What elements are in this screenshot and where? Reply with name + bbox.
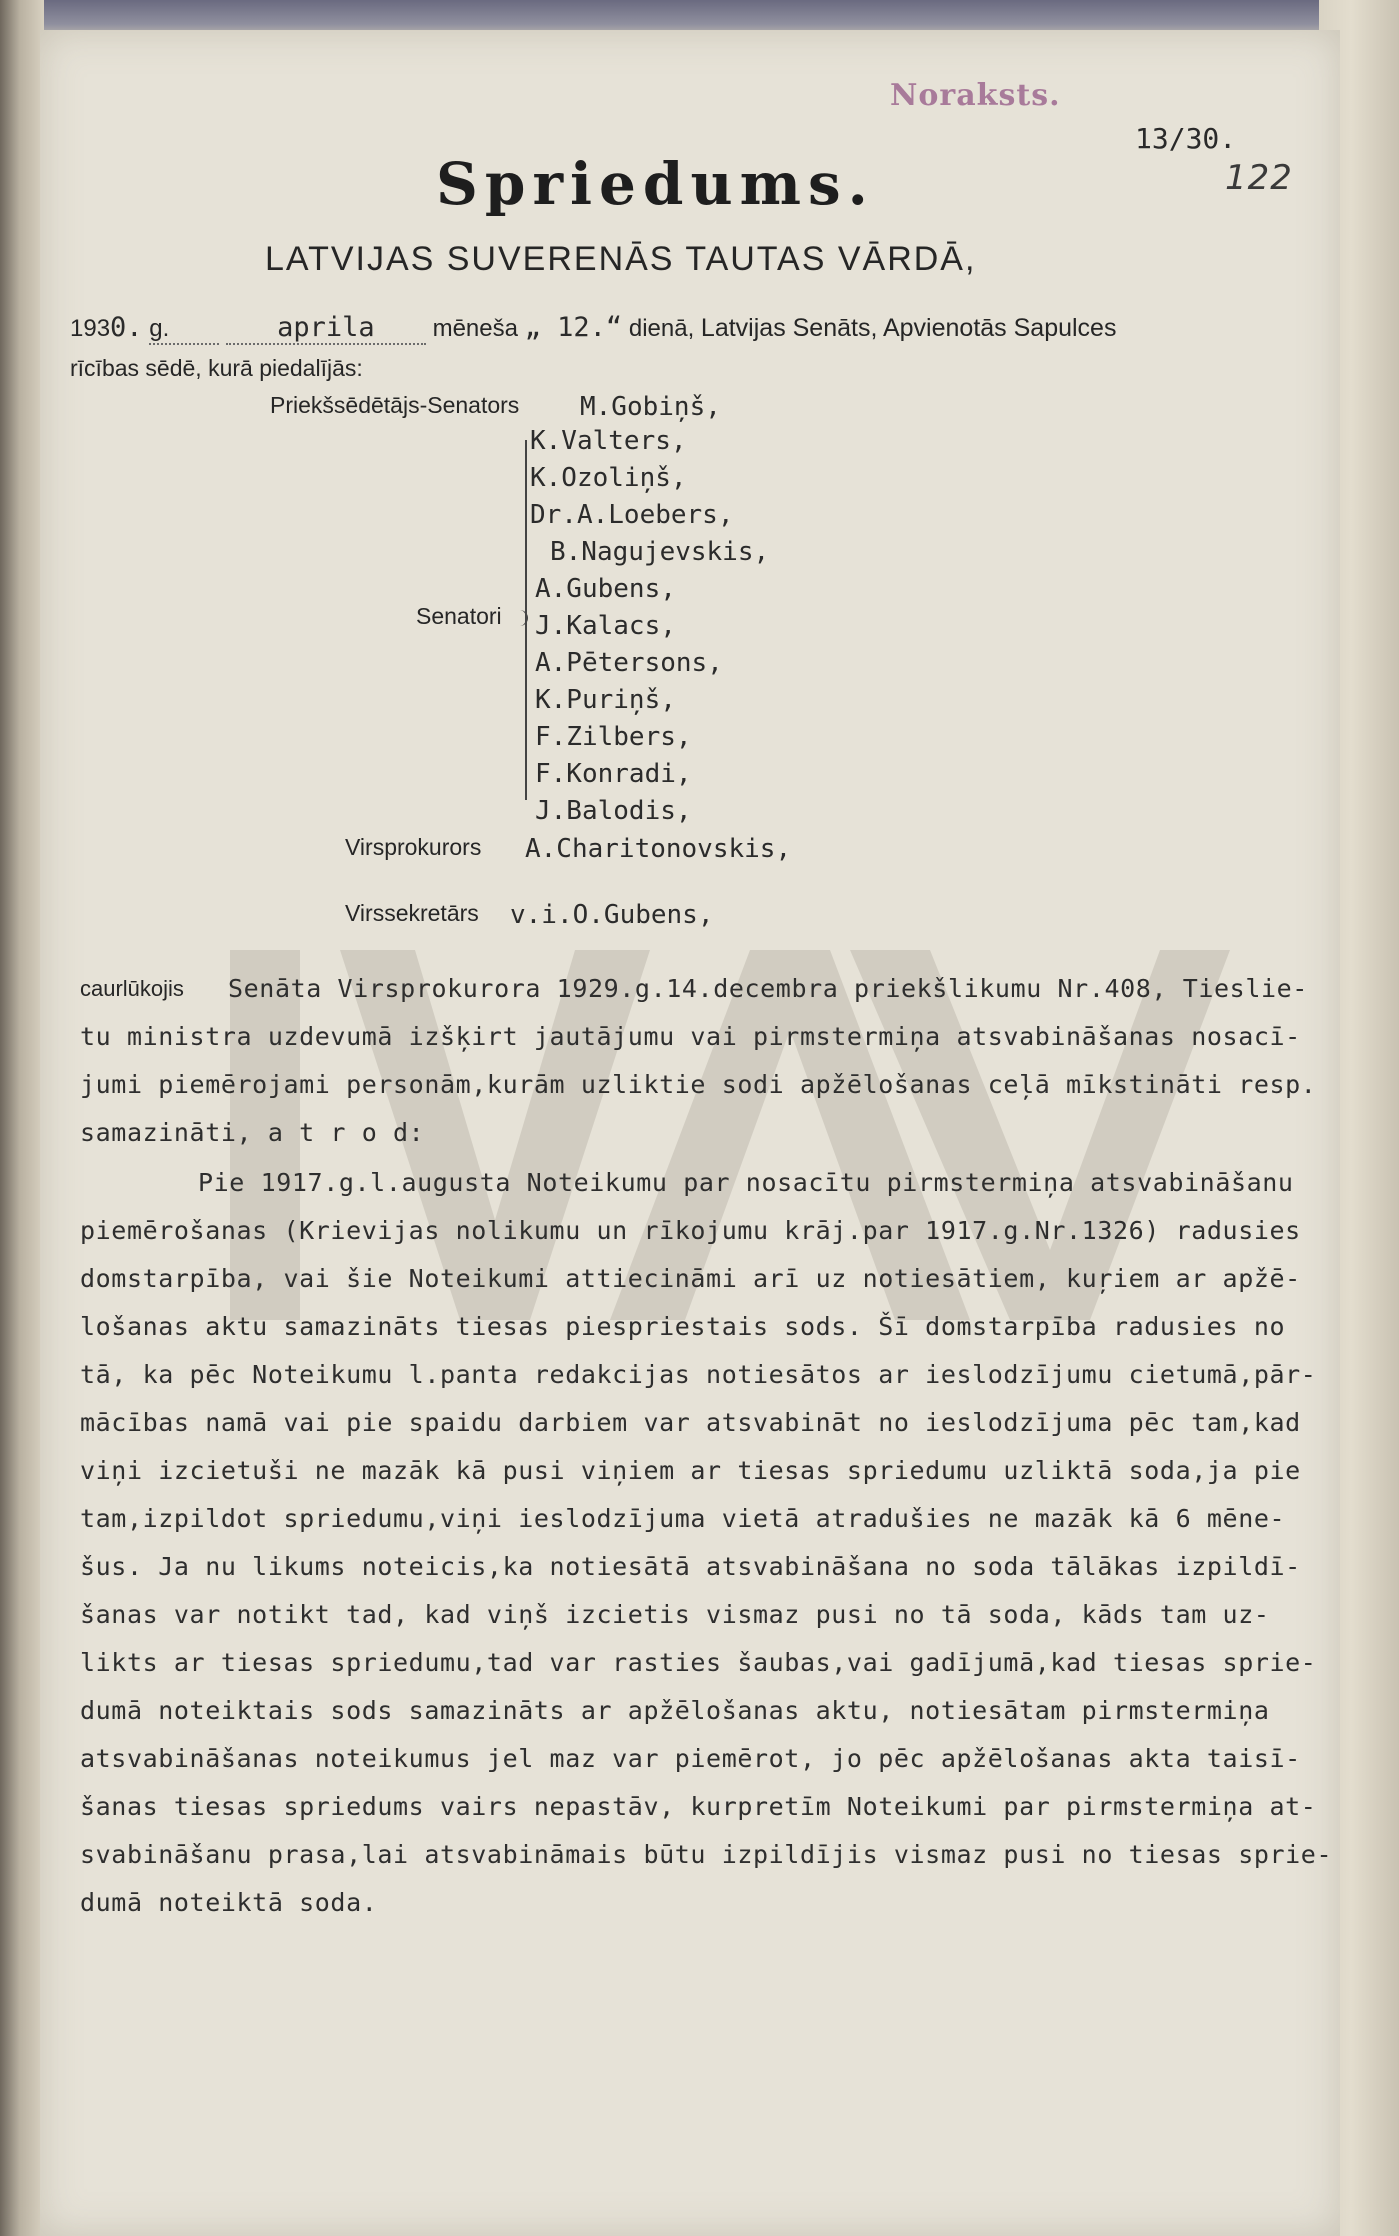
body-line: viņi izcietuši ne mazāk kā pusi viņiem ar tiesas spriedumu uzliktā soda,ja pie (80, 1456, 1301, 1485)
date-month-label: mēneša (432, 315, 518, 342)
document-title: Spriedums. (436, 150, 875, 218)
background-left-edge (0, 0, 44, 2236)
folio-number: 122 (1225, 158, 1293, 198)
body-lead-label: caurlūkojis (80, 976, 184, 1001)
date-g-label: g. (149, 315, 219, 345)
body-line: dumā noteiktā soda. (80, 1888, 378, 1917)
senator-name: K.Valters, (530, 426, 687, 456)
body-line: dumā noteiktais sods samazināts ar apžēlošanas aktu, notiesātam pirmstermiņa (80, 1696, 1270, 1725)
secretary-label: Virssekretārs (345, 900, 479, 926)
date-year-prefix: 193 (70, 315, 111, 342)
body-line: šanas var notikt tad, kad viņš izcietis vismaz pusi no tā soda, kāds tam uz- (80, 1600, 1270, 1629)
body-line: jumi piemērojami personām,kurām uzliktie sodi apžēlošanas ceļā mīkstināti resp. (80, 1070, 1317, 1099)
chairman-label: Priekšsēdētājs-Senators (270, 392, 520, 418)
senator-name: Dr.A.Loebers, (530, 500, 734, 530)
body-line: tu ministra uzdevumā izšķirt jautājumu vai pirmstermiņa atsvabināšanas nosacī- (80, 1022, 1301, 1051)
body-line: šanas tiesas spriedums vairs nepastāv, kurpretīm Noteikumi par pirmstermiņa at- (80, 1792, 1317, 1821)
chairman-name: M.Gobiņš, (580, 392, 721, 422)
date-line (70, 312, 1116, 345)
body-line: piemērošanas (Krievijas nolikumu un rīkojumu krāj.par 1917.g.Nr.1326) radusies (80, 1216, 1301, 1245)
prosecutor-name: A.Charitonovskis, (525, 834, 792, 864)
body-line: Senāta Virsprokurora 1929.g.14.decembra priekšlikumu Nr.408, Tieslie- (228, 974, 1308, 1003)
body-line: šus. Ja nu likums noteicis,ka notiesātā atsvabināšana no soda tālākas izpildī- (80, 1552, 1301, 1581)
document-subtitle: LATVIJAS SUVERENĀS TAUTAS VĀRDĀ, (265, 240, 977, 278)
copy-stamp: Noraksts. (890, 78, 1061, 113)
senator-name: F.Zilbers, (535, 722, 692, 752)
date-line-rest: Latvijas Senāts, Apvienotās Sapulces (700, 314, 1117, 342)
date-day: „ 12.“ (524, 312, 623, 343)
body-line: samazināti, a t r o d: (80, 1118, 425, 1147)
senator-name: J.Kalacs, (535, 611, 676, 641)
date-year-suffix: 0. (110, 312, 143, 343)
body-line: domstarpība, vai šie Noteikumi attiecināmi arī uz notiesātiem, kuŗiem ar apžē- (80, 1264, 1301, 1293)
body-line: svabināšanu prasa,lai atsvabināmais būtu izpildījis vismaz pusi no tiesas sprie- (80, 1840, 1333, 1869)
senator-name: J.Balodis, (535, 796, 692, 826)
body-line: tam,izpildot spriedumu,viņi ieslodzījuma vietā atradušies ne mazāk kā 6 mēne- (80, 1504, 1286, 1533)
senator-name: K.Puriņš, (535, 685, 676, 715)
session-line: rīcības sēdē, kurā piedalījās: (70, 355, 363, 381)
body-line: lošanas aktu samazināts tiesas piespriestais sods. Šī domstarpība radusies no (80, 1312, 1286, 1341)
senator-name: A.Gubens, (535, 574, 676, 604)
body-line: atsvabināšanas noteikumus jel maz var piemērot, jo pēc apžēlošanas akta taisī- (80, 1744, 1301, 1773)
senator-name: A.Pētersons, (535, 648, 723, 678)
prosecutor-label: Virsprokurors (345, 834, 482, 860)
date-day-label: dienā, (628, 315, 695, 342)
senators-label: Senatori (416, 603, 502, 629)
body-line: Pie 1917.g.l.augusta Noteikumu par nosacītu pirmstermiņa atsvabināšanu (198, 1168, 1294, 1197)
document-number: 13/30. (1135, 122, 1237, 155)
date-month: aprila (226, 312, 426, 345)
body-line: mācības namā vai pie spaidu darbiem var atsvabināt no ieslodzījuma pēc tam,kad (80, 1408, 1301, 1437)
body-line: likts ar tiesas spriedumu,tad var rasties šaubas,vai gadījumā,kad tiesas sprie- (80, 1648, 1317, 1677)
senator-name: B.Nagujevskis, (550, 537, 770, 567)
senator-name: F.Konradi, (535, 759, 692, 789)
body-line: tā, ka pēc Noteikumu l.panta redakcijas notiesātos ar ieslodzījumu cietumā,pār- (80, 1360, 1317, 1389)
senator-name: K.Ozoliņš, (530, 463, 687, 493)
secretary-name: v.i.O.Gubens, (510, 900, 714, 930)
